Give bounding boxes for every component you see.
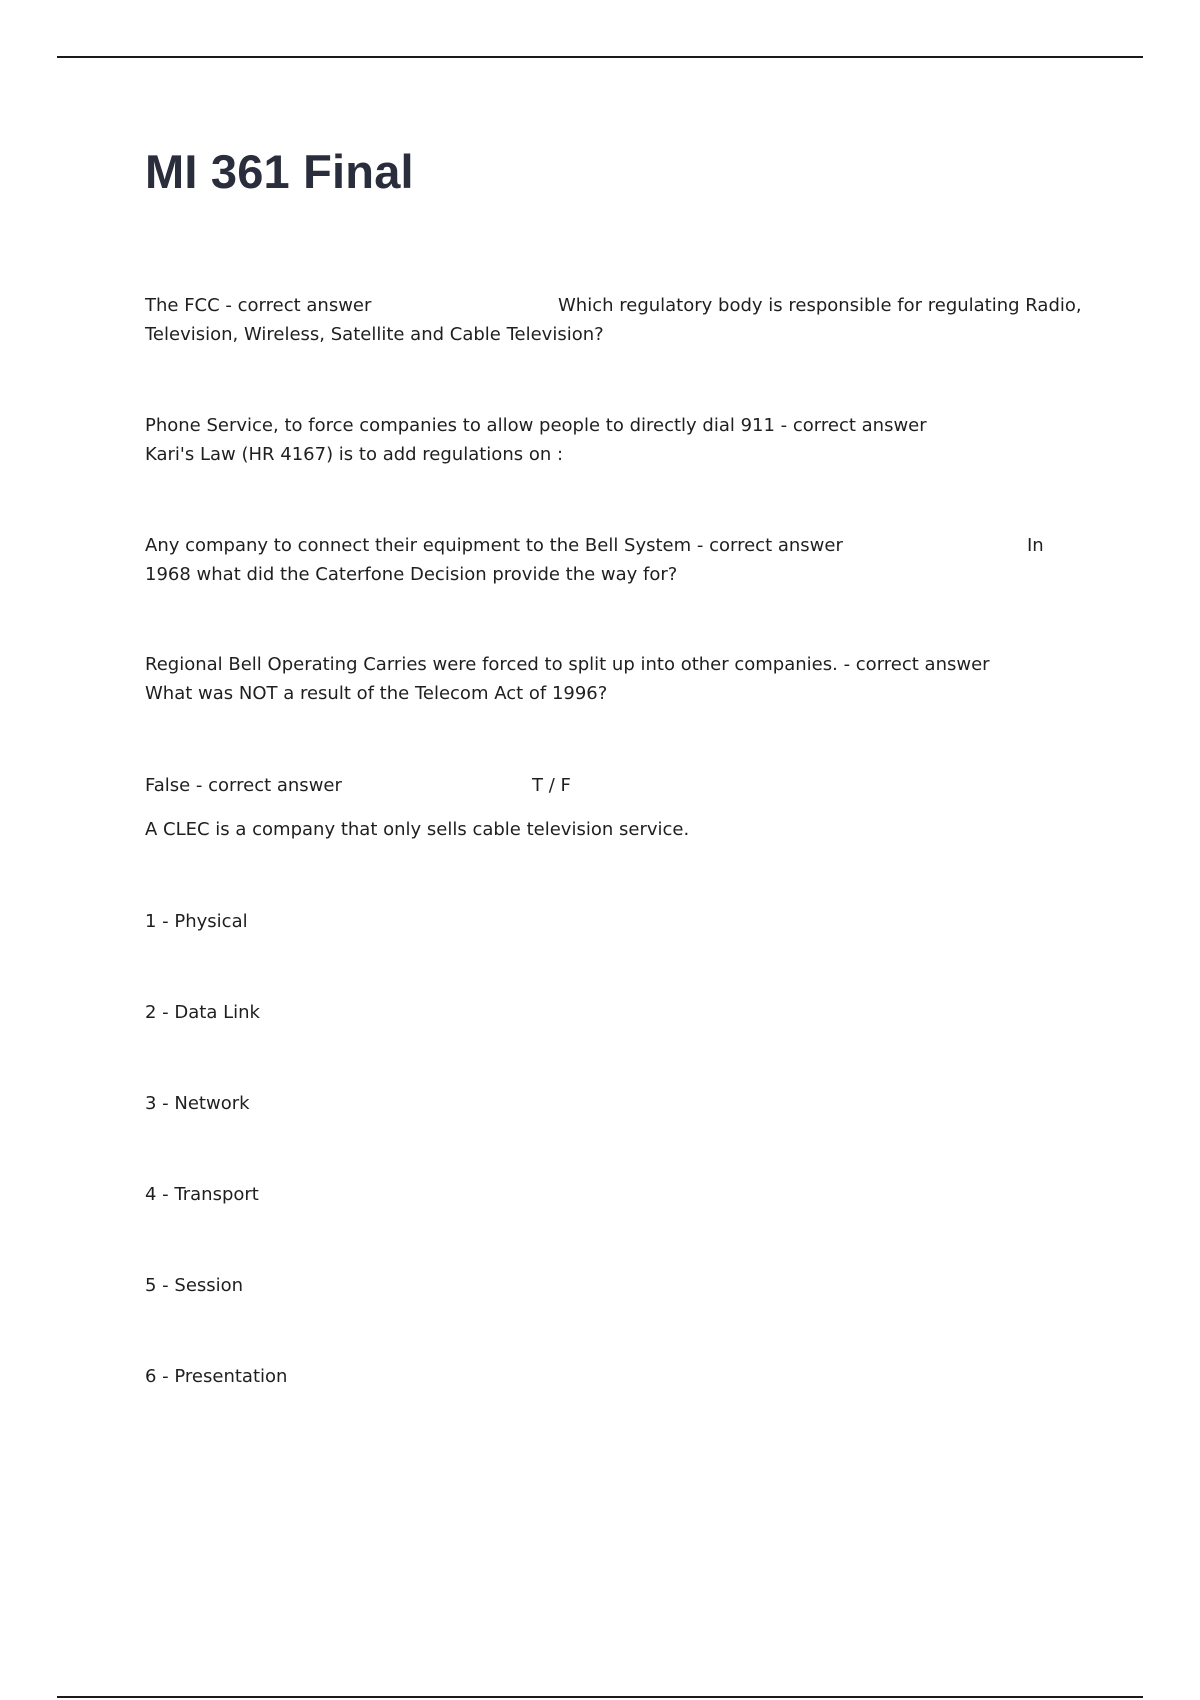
osi-layer-item: 5 - Session	[145, 1275, 244, 1296]
card-question: Which regulatory body is responsible for regulating Radio, Television, Wireless, Satellite and Cable Television?	[145, 295, 1082, 345]
card-answer: Regional Bell Operating Carries were forced to split up into other companies. - correct answer	[145, 654, 990, 675]
card-question: A CLEC is a company that only sells cable television service.	[145, 819, 690, 840]
flashcard-1	[145, 291, 1085, 349]
card-question-start: In	[1027, 535, 1044, 556]
osi-layer-item: 4 - Transport	[145, 1184, 259, 1205]
card-question: 1968 what did the Caterfone Decision provide the way for?	[145, 564, 678, 585]
card-answer: Any company to connect their equipment to the Bell System - correct answer	[145, 535, 843, 556]
card-answer: The FCC - correct answer	[145, 295, 372, 316]
flashcard-3	[145, 531, 1085, 589]
card-answer: False - correct answer	[145, 775, 342, 796]
flashcard-5	[145, 771, 1085, 844]
osi-layer-item: 2 - Data Link	[145, 1002, 260, 1023]
top-divider	[57, 56, 1143, 58]
page-title: MI 361 Final	[145, 145, 414, 198]
osi-layer-item: 1 - Physical	[145, 911, 248, 932]
bottom-divider	[57, 1696, 1143, 1698]
flashcard-2	[145, 411, 1085, 469]
card-question: What was NOT a result of the Telecom Act of 1996?	[145, 683, 608, 704]
card-question: Kari's Law (HR 4167) is to add regulations on :	[145, 444, 564, 465]
osi-layer-item: 3 - Network	[145, 1093, 250, 1114]
card-question-type: T / F	[532, 775, 571, 796]
osi-layer-item: 6 - Presentation	[145, 1366, 288, 1387]
flashcard-4	[145, 650, 1085, 708]
card-answer: Phone Service, to force companies to allow people to directly dial 911 - correct answer	[145, 415, 927, 436]
